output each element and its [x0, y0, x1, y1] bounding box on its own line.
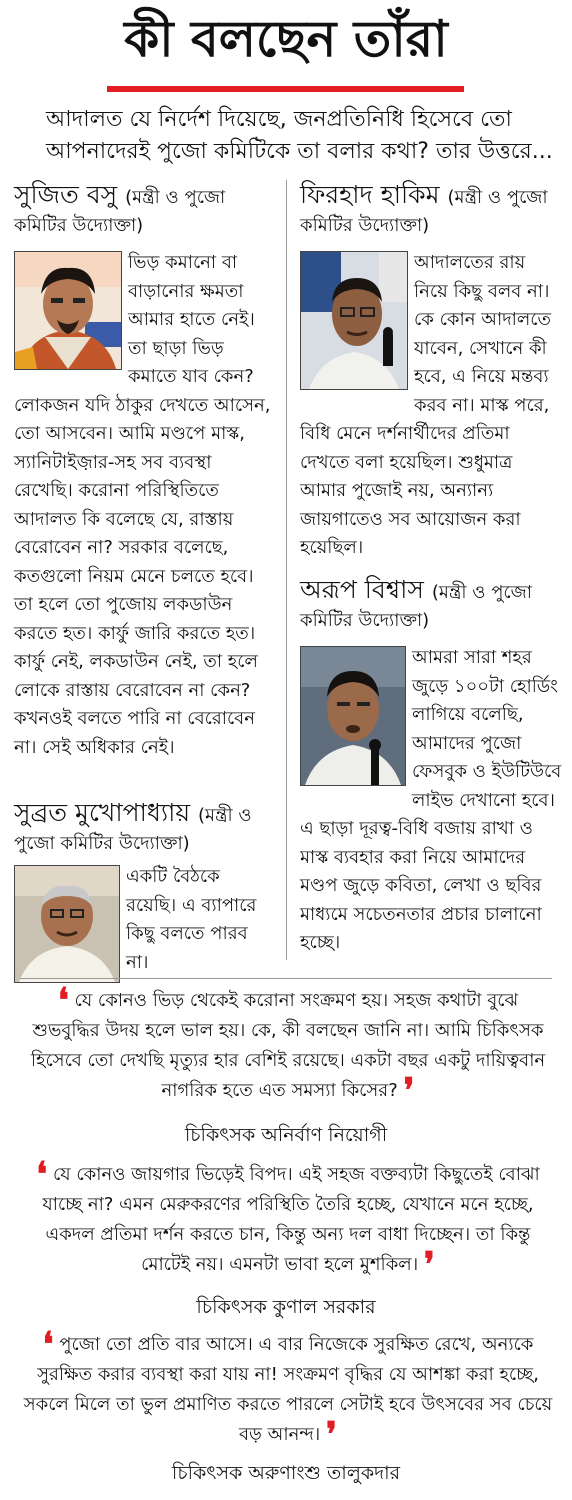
person-statement: আদালতের রায় নিয়ে কিছু বলব না। কে কোন আদালতে যাবেন, সেখানে কী হবে, এ নিয়ে মন্তব্য করব না। মাস্ক পরে, বিধি মেনে দর্শনার্থীদের প্রতিমা দেখতে বলা হয়েছিল। শুধুমাত্র আমার পুজোই নয়, অন্যান্য জায়গাতেও সব আয়োজন করা হয়েছিল।	[300, 252, 552, 558]
quote-text: পুজো তো প্রতি বার আসে। এ বার নিজেকে সুরক্ষিত রেখে, অন্যকে সুরক্ষিত করার ব্যবস্থা করা যায় না! সংক্রমণ বৃদ্ধির যে আশঙ্কা করা হচ্ছে, সকলে মিলে তা ভুল প্রমাণিত করতে পারলে সেটাই হবে উৎসবের সব চেয়ে বড় আনন্দ।	[23, 1334, 553, 1445]
person-subrata-mukherjee	[14, 798, 272, 987]
person-firhad-hakim	[300, 180, 562, 563]
person-role-cont: কমিটির উদ্যোক্তা)	[300, 215, 430, 236]
column-divider	[286, 180, 287, 960]
open-quote-icon: ❛	[57, 981, 69, 1021]
portrait-photo	[14, 865, 120, 983]
portrait-photo	[300, 251, 408, 390]
close-quote-icon: ❜	[423, 1245, 435, 1285]
person-name: অরূপ বিশ্বাস	[300, 575, 424, 604]
section-divider	[20, 978, 552, 979]
open-quote-icon: ❛	[36, 1155, 48, 1195]
person-name: সুজিত বসু	[14, 180, 118, 209]
open-quote-icon: ❛	[42, 1325, 54, 1365]
person-statement: আমরা সারা শহর জুড়ে ১০০টা হোর্ডিং লাগিয়ে বলেছি, আমাদের পুজো ফেসবুক ও ইউটিউবে লাইভ দেখানো হবে। এ ছাড়া দূরত্ব-বিধি বজায় রাখা ও মাস্ক ব্যবহার করা নিয়ে আমাদের মণ্ডপ জুড়ে কবিতা, লেখা ও ছবির মাধ্যমে সচেতনতার প্রচার চালানো হচ্ছে।	[300, 647, 562, 953]
person-role-cont: কমিটির উদ্যোক্তা)	[14, 215, 144, 236]
quote-author: চিকিৎসক কুণাল সরকার	[196, 1296, 376, 1318]
portrait-photo	[14, 251, 122, 370]
close-quote-icon: ❜	[325, 1415, 337, 1455]
quote-author: চিকিৎসক অরুণাংশু তালুকদার	[171, 1462, 401, 1484]
doctor-quote	[22, 1155, 554, 1285]
person-name: সুব্রত মুখোপাধ্যায়	[14, 798, 191, 827]
doctor-quote	[22, 1325, 554, 1455]
person-statement: একটি বৈঠকে রয়েছি। এ ব্যাপারে কিছু বলতে পারব না।	[126, 866, 257, 973]
title-underline	[107, 86, 464, 92]
quote-text: যে কোনও ভিড় থেকেই করোনা সংক্রমণ হয়। সহজ কথাটা বুঝে শুভবুদ্ধির উদয় হলে ভাল হয়। কে, কী বলছেন জানি না। আমি চিকিৎসক হিসেবে তো দেখছি মৃত্যুর হার বেশিই রয়েছে। একটা বছর একটু দায়িত্ববান নাগরিক হতে এত সমস্যা কিসের?	[30, 990, 546, 1101]
person-role: (মন্ত্রী ও	[198, 805, 252, 826]
person-role: (মন্ত্রী ও পুজো	[447, 187, 548, 208]
quote-text: যে কোনও জায়গার ভিড়েই বিপদ। এই সহজ বক্তব্যটা কিছুতেই বোঝা যাচ্ছে না? এমন মেরুকরণের পরিস্থিতি তৈরি হচ্ছে, যেখানে মনে হচ্ছে, একদল প্রতিমা দর্শন করতে চান, কিন্তু অন্য দল বাধা দিচ্ছেন। তা কিন্তু মোটেই নয়। এমনটা ভাবা হলে মুশকিল।	[42, 1164, 540, 1275]
person-role-cont: কমিটির উদ্যোক্তা)	[300, 610, 430, 631]
person-role: (মন্ত্রী ও পুজো	[125, 187, 226, 208]
person-statement: ভিড় কমানো বা বাড়ানোর ক্ষমতা আমার হাতে নেই। তা ছাড়া ভিড় কমাতে যাব কেন? লোকজন যদি ঠাকুর দেখতে আসেন, তো আসবেন। আমি মণ্ডপে মাস্ক, স্যানিটাইজ়ার-সহ সব ব্যবস্থা রেখেছি। করোনা পরিস্থিতিতে আদালত কি বলেছে যে, রাস্তায় বেরোবেন না? সরকার বলেছে, কতগুলো নিয়ম মেনে চলতে হবে। তা হলে তো পুজোয় লকডাউন করতে হত। কার্ফু জারি করতে হত। কার্ফু নেই, লকডাউন নেই, তা হলে লোকে রাস্তায় বেরোবেন না কেন? কখনওই বলতে পারি না বেরোবেন না। সেই অধিকার নেই।	[14, 252, 271, 758]
close-quote-icon: ❜	[403, 1071, 415, 1111]
person-name: ফিরহাদ হাকিম	[300, 180, 440, 209]
intro-text: আদালত যে নির্দেশ দিয়েছে, জনপ্রতিনিধি হিসেবে তো আপনাদেরই পুজো কমিটিকে তা বলার কথা? তার উত্তরে...	[46, 107, 553, 164]
person-role: (মন্ত্রী ও পুজো	[431, 582, 532, 603]
person-sujit-basu	[14, 180, 272, 762]
doctor-quote	[22, 981, 554, 1111]
portrait-photo	[300, 646, 406, 786]
quote-author: চিকিৎসক অনির্বাণ নিয়োগী	[184, 1124, 388, 1146]
page-title: কী বলছেন তাঁরা	[124, 9, 448, 68]
person-role-cont: পুজো কমিটির উদ্যোক্তা)	[14, 833, 190, 854]
person-aroop-biswas	[300, 575, 562, 958]
